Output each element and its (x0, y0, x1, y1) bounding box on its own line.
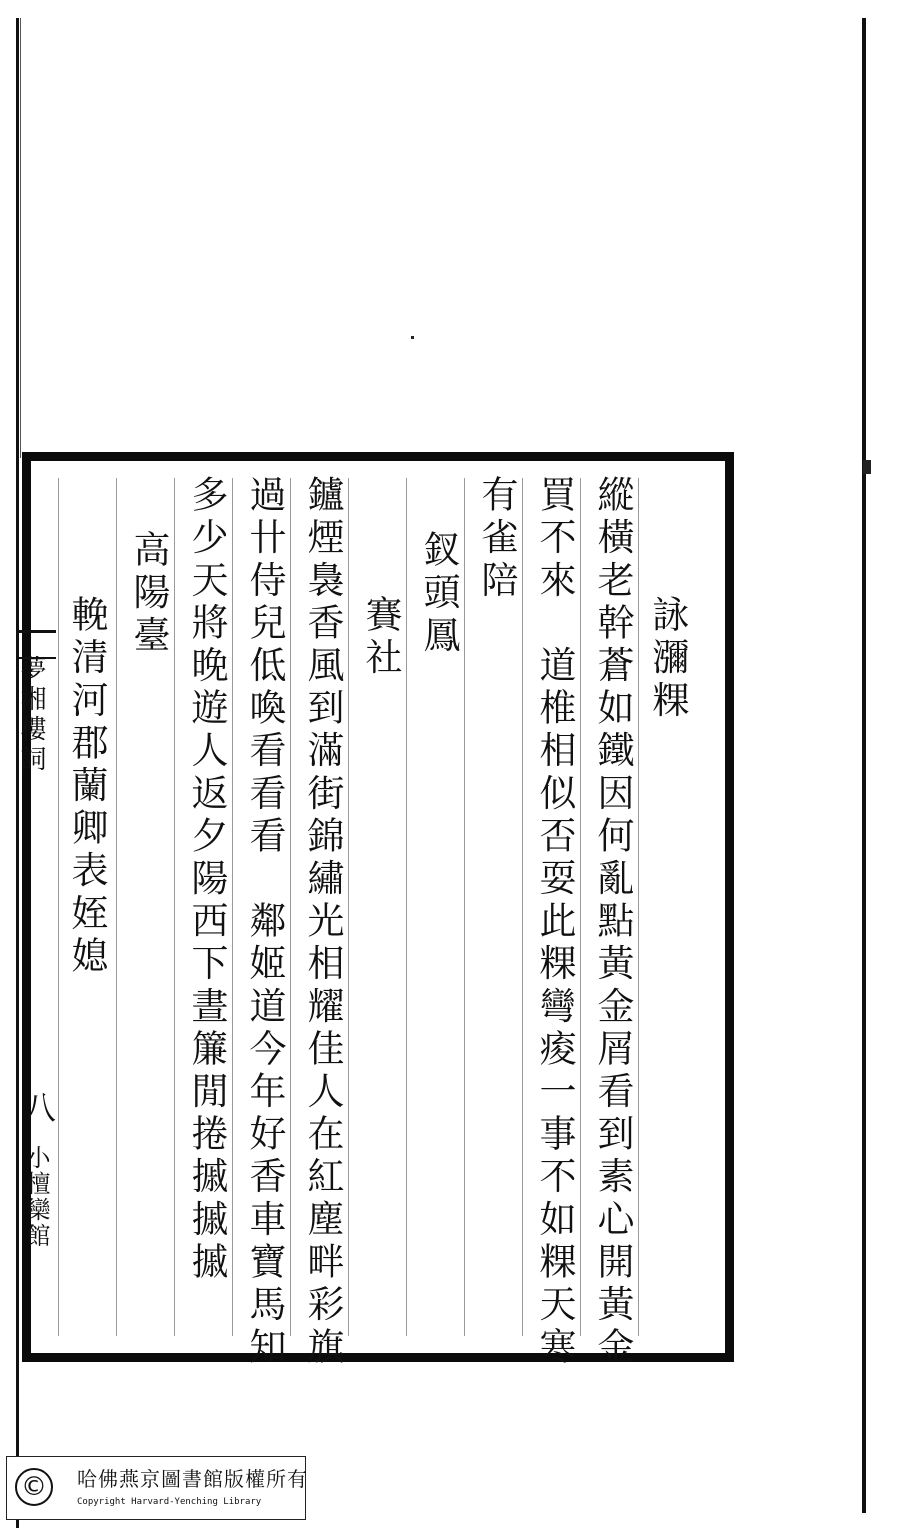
text-column: 買不來 道椎相似否耍此粿彎痠一事不如粿天寒 (533, 475, 576, 1370)
copyright-english: Copyright Harvard-Yenching Library (77, 1497, 262, 1507)
column-rule (348, 478, 349, 1336)
fold-series-title: 小檀欒館 (22, 1145, 50, 1249)
text-column: 縱橫老幹蒼如鐵因何亂點黃金屑看到素心開黃金 (591, 475, 634, 1370)
column-rule (464, 478, 465, 1336)
right-page-edge (862, 18, 866, 1513)
column-rule (522, 478, 523, 1336)
tune-title: 高陽臺 (127, 530, 170, 658)
folio-number: 八 (24, 1089, 57, 1127)
column-rule (116, 478, 117, 1336)
column-rule (580, 478, 581, 1336)
poem-subtitle: 輓清河郡蘭卿表姪媳 (65, 595, 108, 979)
text-column: 鑪煙裊香風到滿街錦繡光相耀佳人在紅塵畔彩旗 (301, 475, 344, 1370)
column-rule (638, 478, 639, 1336)
poem-subtitle: 賽社 (359, 595, 402, 681)
copyright-chinese: 哈佛燕京圖書館版權所有 (77, 1467, 308, 1491)
column-rule (290, 478, 291, 1336)
text-column: 多少天將晚遊人返夕陽西下晝簾閒捲摵摵摵 (185, 475, 228, 1285)
column-rule (58, 478, 59, 1336)
column-rule (232, 478, 233, 1336)
inner-edge (20, 18, 21, 458)
column-rule (406, 478, 407, 1336)
text-column: 過卄侍兒低喚看看看 鄰姬道今年好香車寶馬知 (243, 475, 286, 1370)
copyright-icon: © (15, 1468, 53, 1506)
copyright-stamp (6, 1456, 306, 1520)
scan-speck (863, 460, 871, 474)
fold-book-title: 夢湘樓詞 (16, 655, 46, 775)
tune-title: 釵頭鳳 (417, 530, 460, 658)
text-column: 有雀陪 (475, 475, 518, 603)
poem-title: 詠瀰粿 (646, 595, 689, 723)
column-rule (174, 478, 175, 1336)
scan-speck (411, 336, 414, 339)
